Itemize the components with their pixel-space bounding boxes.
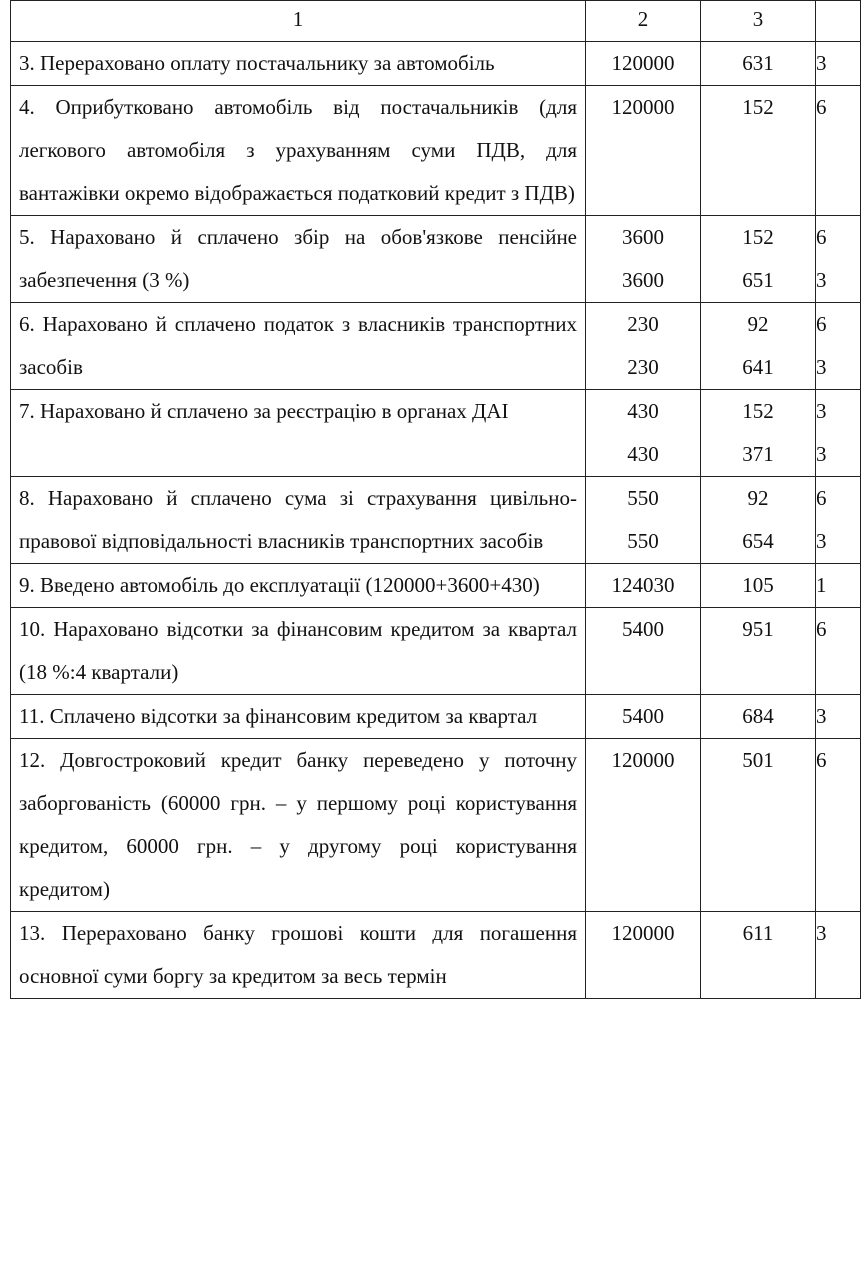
table-row	[11, 390, 861, 477]
table-row	[11, 912, 861, 999]
amount-value: 430	[627, 442, 659, 466]
debit-account-value: 631	[742, 51, 774, 75]
operation-description: 3. Перераховано оплату постачальнику за автомобіль	[11, 42, 586, 86]
credit-account-value: 3	[816, 704, 827, 728]
debit-account-cell	[701, 86, 816, 216]
credit-account-cell	[816, 86, 861, 216]
debit-account-cell	[701, 477, 816, 564]
header-col-3: 3	[701, 1, 816, 42]
credit-account-value: 6	[816, 617, 827, 641]
credit-account-cell	[816, 42, 861, 86]
amount-value: 120000	[611, 921, 675, 945]
credit-account-cell	[816, 912, 861, 999]
credit-account-cell	[816, 216, 861, 303]
amount-value: 120000	[611, 51, 675, 75]
debit-account-value: 152	[742, 399, 774, 423]
debit-account-cell	[701, 42, 816, 86]
credit-account-value: 3	[816, 442, 827, 466]
credit-account-value: 3	[816, 529, 827, 553]
amount-value: 120000	[611, 95, 675, 119]
credit-account-value: 3	[816, 399, 827, 423]
operation-description: 7. Нараховано й сплачено за реєстрацію в органах ДАІ	[11, 390, 586, 477]
operation-description: 8. Нараховано й сплачено сума зі страхування цивільно-правової відповідальності власників транспортних засобів	[11, 477, 586, 564]
amount-value: 5400	[622, 704, 664, 728]
table-row	[11, 695, 861, 739]
amount-cell	[586, 695, 701, 739]
table-row	[11, 42, 861, 86]
amount-cell	[586, 42, 701, 86]
credit-account-cell	[816, 390, 861, 477]
amount-value: 230	[627, 312, 659, 336]
table-row	[11, 216, 861, 303]
debit-account-value: 92	[747, 312, 769, 336]
debit-account-cell	[701, 390, 816, 477]
amount-value: 120000	[611, 748, 675, 772]
debit-account-value: 105	[742, 573, 774, 597]
debit-account-value: 152	[742, 225, 774, 249]
table-row	[11, 303, 861, 390]
debit-account-cell	[701, 739, 816, 912]
amount-value: 3600	[622, 268, 664, 292]
debit-account-value: 951	[742, 617, 774, 641]
amount-value: 3600	[622, 225, 664, 249]
debit-account-cell	[701, 912, 816, 999]
debit-account-value: 654	[742, 529, 774, 553]
amount-value: 230	[627, 355, 659, 379]
credit-account-value: 3	[816, 51, 827, 75]
amount-value: 124030	[611, 573, 675, 597]
debit-account-value: 92	[747, 486, 769, 510]
credit-account-value: 3	[816, 921, 827, 945]
operation-description: 10. Нараховано відсотки за фінансовим кредитом за квартал (18 %:4 квартали)	[11, 608, 586, 695]
amount-cell	[586, 216, 701, 303]
credit-account-value: 6	[816, 95, 827, 119]
amount-cell	[586, 477, 701, 564]
amount-value: 550	[627, 529, 659, 553]
header-col-1: 1	[11, 1, 586, 42]
table-header-row	[11, 1, 861, 42]
credit-account-cell	[816, 608, 861, 695]
credit-account-cell	[816, 303, 861, 390]
amount-value: 430	[627, 399, 659, 423]
credit-account-value: 6	[816, 486, 827, 510]
operation-description: 6. Нараховано й сплачено податок з власників транспортних засобів	[11, 303, 586, 390]
operation-description: 11. Сплачено відсотки за фінансовим кредитом за квартал	[11, 695, 586, 739]
operation-description: 4. Оприбутковано автомобіль від постачальників (для легкового автомобіля з урахуванням суми ПДВ, для вантажівки окремо відображається податковий кредит з ПДВ)	[11, 86, 586, 216]
credit-account-cell	[816, 739, 861, 912]
debit-account-cell	[701, 303, 816, 390]
debit-account-value: 501	[742, 748, 774, 772]
debit-account-value: 371	[742, 442, 774, 466]
credit-account-value: 6	[816, 748, 827, 772]
credit-account-value: 1	[816, 573, 827, 597]
debit-account-value: 651	[742, 268, 774, 292]
debit-account-value: 611	[742, 921, 774, 945]
table-row	[11, 564, 861, 608]
table-row	[11, 739, 861, 912]
debit-account-value: 684	[742, 704, 774, 728]
credit-account-value: 6	[816, 312, 827, 336]
operation-description: 9. Введено автомобіль до експлуатації (120000+3600+430)	[11, 564, 586, 608]
amount-cell	[586, 564, 701, 608]
header-col-2: 2	[586, 1, 701, 42]
amount-cell	[586, 739, 701, 912]
amount-cell	[586, 608, 701, 695]
debit-account-cell	[701, 564, 816, 608]
table-row	[11, 477, 861, 564]
amount-value: 5400	[622, 617, 664, 641]
table-row	[11, 86, 861, 216]
amount-value: 550	[627, 486, 659, 510]
journal-table	[10, 0, 861, 999]
table-body	[11, 42, 861, 999]
amount-cell	[586, 912, 701, 999]
amount-cell	[586, 303, 701, 390]
header-col-4	[816, 1, 861, 42]
credit-account-cell	[816, 477, 861, 564]
credit-account-value: 6	[816, 225, 827, 249]
debit-account-value: 152	[742, 95, 774, 119]
debit-account-value: 641	[742, 355, 774, 379]
debit-account-cell	[701, 608, 816, 695]
credit-account-value: 3	[816, 355, 827, 379]
operation-description: 5. Нараховано й сплачено збір на обов'язкове пенсійне забезпечення (3 %)	[11, 216, 586, 303]
table-row	[11, 608, 861, 695]
debit-account-cell	[701, 216, 816, 303]
amount-cell	[586, 86, 701, 216]
credit-account-value: 3	[816, 268, 827, 292]
credit-account-cell	[816, 564, 861, 608]
credit-account-cell	[816, 695, 861, 739]
debit-account-cell	[701, 695, 816, 739]
amount-cell	[586, 390, 701, 477]
operation-description: 13. Перераховано банку грошові кошти для погашення основної суми боргу за кредитом за весь термін	[11, 912, 586, 999]
operation-description: 12. Довгостроковий кредит банку переведено у поточну заборгованість (60000 грн. – у першому році користування кредитом, 60000 грн. – у другому році користування кредитом)	[11, 739, 586, 912]
